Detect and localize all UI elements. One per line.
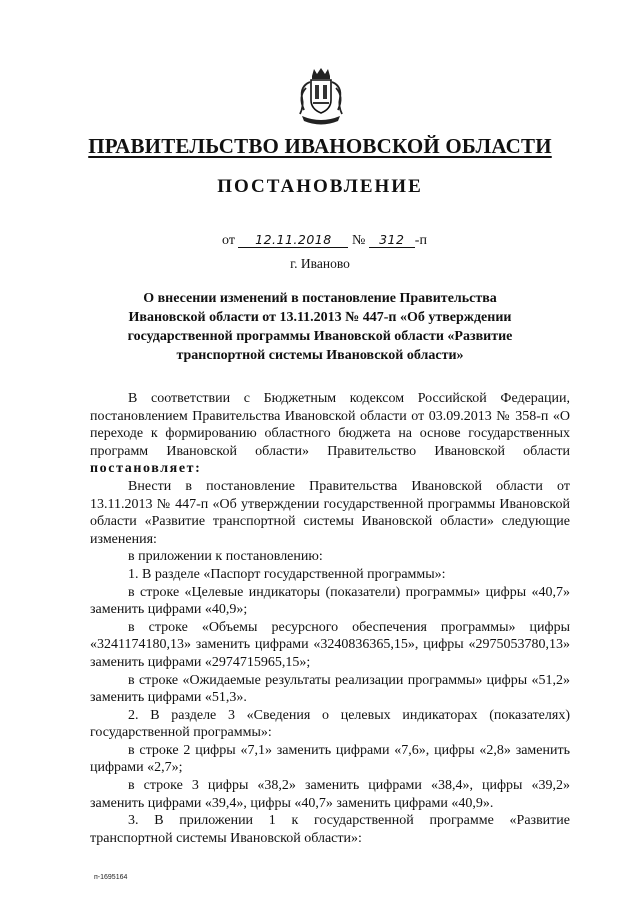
document-subject: О внесении изменений в постановление Правительства Ивановской области от 13.11.2013 № 447-п «Об утверждении государственной программы Ивановской области «Развитие транспортной системы Ивановской области» [127, 291, 513, 363]
body-paragraph: в строке 3 цифры «38,2» заменить цифрами «38,4», цифры «39,2» заменить цифрами «39,4», цифры «40,7» заменить цифрами «40,9». [90, 778, 570, 811]
body-paragraph: 2. В разделе 3 «Сведения о целевых индикаторах (показателях) государственной программы»: [90, 707, 570, 741]
body-paragraph: в строке «Ожидаемые результаты реализации программы» цифры «51,2» заменить цифрами «51,3». [90, 672, 570, 706]
date-number-line [222, 232, 427, 249]
body-paragraph [90, 390, 570, 478]
body-paragraph: в строке 2 цифры «7,1» заменить цифрами «7,6», цифры «2,8» заменить цифрами «2,7»; [90, 742, 570, 776]
body-paragraph: 3. В приложении 1 к государственной программе «Развитие транспортной системы Ивановской области»: [90, 813, 570, 846]
body-paragraph: в строке «Целевые индикаторы (показатели) программы» цифры «40,7» заменить цифрами «40,9»; [90, 584, 570, 618]
date-prefix: от [222, 233, 235, 248]
body-paragraph: в приложении к постановлению: [128, 549, 323, 565]
document-date: 12.11.2018 [238, 232, 348, 248]
document-body [90, 390, 570, 847]
resolves-text: постановляет: [90, 461, 202, 477]
number-prefix: № [351, 233, 366, 248]
document-code: п-1695164 [94, 874, 128, 881]
organization-name: ПРАВИТЕЛЬСТВО ИВАНОВСКОЙ ОБЛАСТИ [88, 134, 552, 158]
intro-text: В соответствии с Бюджетным кодексом Российской Федерации, постановлением Правительства Ивановской области от 03.09.2013 № 358-п «О переходе к формированию областного бюджета на основе государственных программ Ивановской области» Правительство Ивановской области [90, 391, 570, 459]
body-paragraph: в строке «Объемы ресурсного обеспечения программы» цифры «3241174180,13» заменить цифрами «3240836365,15», цифры «2975053780,13» заменить цифрами «2974715965,15»; [90, 619, 570, 670]
city: г. Иваново [290, 256, 350, 271]
body-paragraph: 1. В разделе «Паспорт государственной программы»: [128, 566, 446, 582]
coat-of-arms-icon [296, 66, 346, 126]
document-type: ПОСТАНОВЛЕНИЕ [217, 176, 423, 197]
document-number: 312 [369, 232, 415, 248]
number-suffix: -п [414, 233, 427, 248]
body-paragraph: Внести в постановление Правительства Ивановской области от 13.11.2013 № 447-п «Об утверждении государственной программы Ивановской области «Развитие транспортной системы Ивановской области» следующие изменения: [90, 478, 570, 547]
